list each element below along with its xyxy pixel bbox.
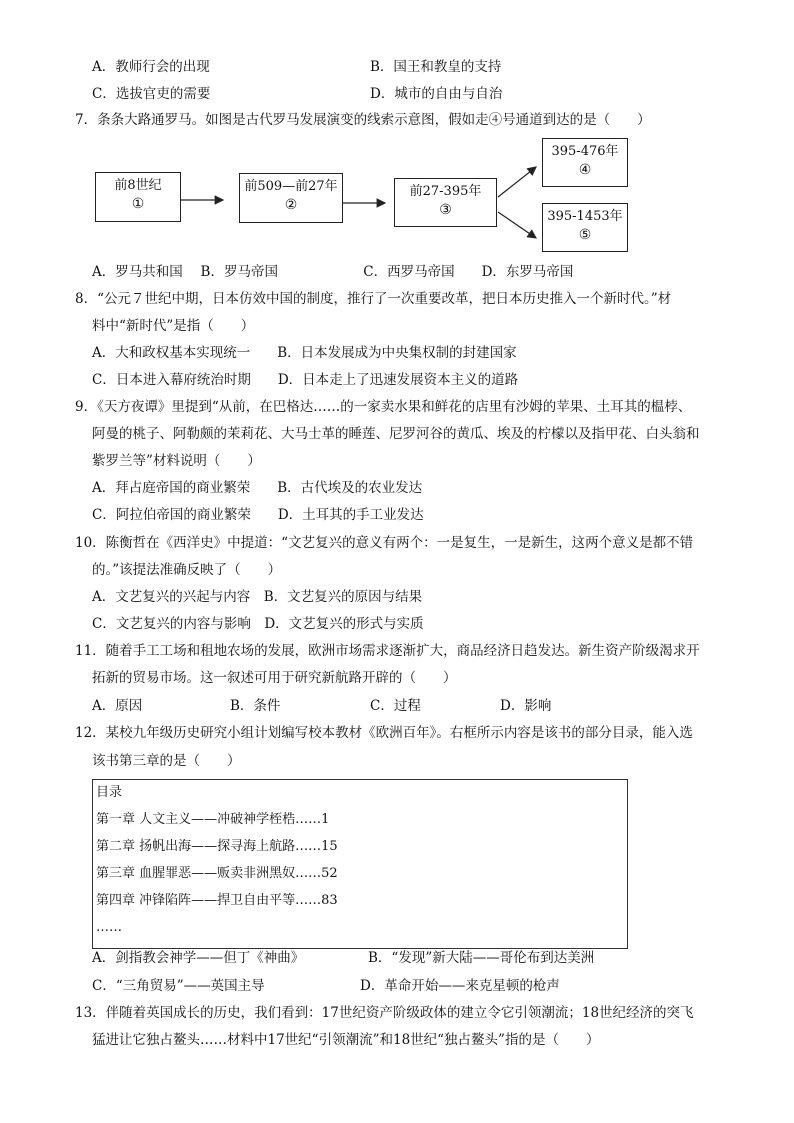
flow-box-5-label: 395-1453年 [547, 209, 623, 224]
q11-option-b: B．条件 [230, 698, 281, 714]
q11-option-d: D．影响 [500, 698, 552, 714]
flow-box-2-num: ② [284, 197, 298, 213]
toc-title: 目录 [96, 785, 123, 800]
q8-options-cd: C．日本进入幕府统治时期 D．日本走上了迅速发展资本主义的道路 [92, 372, 519, 388]
flow-box-4-label: 395-476年 [551, 144, 619, 159]
q13-line-2: 猛进让它独占鳌头……材料中17世纪“引领潮流”和18世纪“独占鳌头”指的是（ ） [92, 1032, 600, 1048]
flow-box-3-num: ③ [439, 202, 452, 218]
flow-box-2-label: 前509—前27年 [244, 179, 338, 194]
q10-options-ab: A．文艺复兴的兴起与内容 B．文艺复兴的原因与结果 [92, 589, 423, 605]
q10-options-cd: C．文艺复兴的内容与影响 D．文艺复兴的形式与实质 [92, 616, 424, 632]
flow-box-2 [239, 173, 343, 223]
q12-option-a: A．剑指教会神学——但丁《神曲》 [92, 950, 305, 966]
q9-options-cd: C．阿拉伯帝国的商业繁荣 D．土耳其的手工业发达 [92, 507, 424, 523]
q9-line-1: 9．《天方夜谭》里提到“从前，在巴格达……的一家卖水果和鲜花的店里有沙姆的苹果、土耳其的榅桲、 [75, 399, 692, 415]
q11-option-c: C．过程 [370, 698, 421, 714]
q11-line-2: 拓新的贸易市场。这一叙述可用于研究新航路开辟的（ ） [92, 670, 457, 686]
q12-line-1: 12．某校九年级历史研究小组计划编写校本教材《欧洲百年》。右框所示内容是该书的部分目录，能入选 [75, 725, 693, 741]
flow-box-1-num: ① [131, 196, 145, 212]
q8-line-1: 8．“公元７世纪中期，日本仿效中国的制度，推行了一次重要改革，把日本历史推入一个新时代。”材 [75, 291, 672, 307]
flow-box-1-label: 前8世纪 [114, 178, 162, 193]
q9-line-3: 紫罗兰等”材料说明（ ） [92, 453, 261, 469]
q9-options-ab: A．拜占庭帝国的商业繁荣 B．古代埃及的农业发达 [92, 480, 423, 496]
flow-box-3 [394, 178, 497, 227]
toc-item-5: …… [96, 920, 122, 935]
toc-item-3: 第三章 血腥罪恶——贩卖非洲黑奴……52 [96, 866, 338, 881]
toc-item-4: 第四章 冲锋陷阵——捍卫自由平等……83 [96, 893, 338, 908]
toc-item-1: 第一章 人文主义——冲破神学桎梏……1 [96, 812, 330, 827]
q6-option-a: A．教师行会的出现 [92, 59, 210, 75]
q12-line-2: 该书第三章的是（ ） [92, 753, 241, 769]
q7-stem: 7．条条大路通罗马。如图是古代罗马发展演变的线索示意图，假如走④号通道到达的是（ ） [75, 112, 651, 128]
flow-box-1 [95, 172, 181, 222]
q11-option-a: A．原因 [92, 698, 143, 714]
q12-option-d: D．革命开始——来克星顿的枪声 [360, 978, 560, 994]
q7-flow-arrows [0, 0, 794, 300]
q8-options-ab: A．大和政权基本实现统一 B．日本发展成为中央集权制的封建国家 [92, 345, 517, 361]
q7-options: A．罗马共和国 B．罗马帝国 C．西罗马帝国 D．东罗马帝国 [92, 264, 574, 280]
q6-option-d: D．城市的自由与自治 [370, 86, 503, 102]
q12-option-b: B．“发现”新大陆——哥伦布到达美洲 [368, 950, 595, 966]
q6-option-b: B．国王和教皇的支持 [370, 59, 502, 75]
table-of-contents-box [92, 779, 628, 949]
flow-box-4 [542, 138, 628, 187]
q6-option-c: C．选拔官吏的需要 [92, 86, 211, 102]
q13-line-1: 13．伴随着英国成长的历史，我们看到：17世纪资产阶级政体的建立令它引领潮流；18世纪经济的突飞 [75, 1005, 694, 1021]
q8-line-2: 料中“新时代”是指（ ） [92, 318, 255, 334]
q12-option-c: C．“三角贸易”——英国主导 [92, 978, 265, 994]
q11-line-1: 11．随着手工工场和租地农场的发展，欧洲市场需求逐渐扩大，商品经济日趋发达。新生资产阶级渴求开 [75, 643, 700, 659]
q10-line-2: 的。”该提法准确反映了（ ） [92, 562, 282, 578]
q9-line-2: 阿曼的桃子、阿勒颇的茉莉花、大马士革的睡莲、尼罗河谷的黄瓜、埃及的柠檬以及指甲花、白头翁和 [92, 426, 700, 442]
flow-box-5 [542, 203, 628, 252]
q10-line-1: 10．陈衡哲在《西洋史》中提道：“文艺复兴的意义有两个：一是复生，一是新生，这两个意义是都不错 [75, 535, 694, 551]
flow-box-4-num: ④ [578, 162, 592, 178]
flow-box-5-num: ⑤ [578, 227, 592, 243]
toc-item-2: 第二章 扬帆出海——探寻海上航路……15 [96, 839, 338, 854]
flow-box-3-label: 前27-395年 [409, 184, 482, 199]
